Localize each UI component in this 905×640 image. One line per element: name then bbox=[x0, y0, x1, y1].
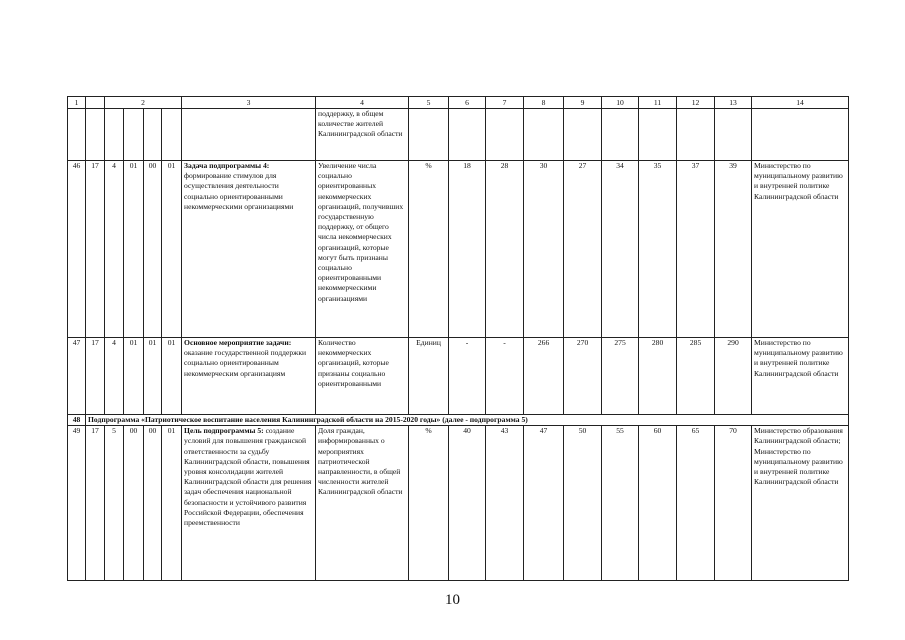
row-number: 46 bbox=[68, 161, 86, 338]
row-number bbox=[68, 109, 86, 161]
indicator-table bbox=[67, 96, 849, 581]
header-cell: 11 bbox=[639, 97, 677, 109]
row-number: 49 bbox=[68, 426, 86, 581]
value-cell: 35 bbox=[639, 161, 677, 338]
value-cell: - bbox=[486, 338, 524, 415]
value-cell bbox=[486, 109, 524, 161]
row-number: 48 bbox=[68, 415, 86, 426]
value-cell: 290 bbox=[715, 338, 752, 415]
table-row bbox=[68, 338, 849, 415]
code-cell: 01 bbox=[162, 426, 182, 581]
unit-cell: % bbox=[409, 161, 449, 338]
value-cell: 70 bbox=[715, 426, 752, 581]
code-cell bbox=[124, 109, 144, 161]
unit-cell bbox=[409, 109, 449, 161]
value-cell bbox=[677, 109, 715, 161]
header-cell: 1 bbox=[68, 97, 86, 109]
header-cell: 2 bbox=[105, 97, 182, 109]
responsible-cell: Министерство по муниципальному развитию и внутренней политике Калининградской области bbox=[752, 338, 849, 415]
value-cell: 28 bbox=[486, 161, 524, 338]
value-cell: 270 bbox=[564, 338, 602, 415]
value-cell: 50 bbox=[564, 426, 602, 581]
code-cell bbox=[162, 109, 182, 161]
section-title: Подпрограмма «Патриотическое воспитание населения Калининградской области на 2015-2020 годы» (далее - подпрограмма 5) bbox=[86, 415, 849, 426]
indicator-cell: поддержку, в общем количестве жителей Калининградской области bbox=[316, 109, 409, 161]
responsible-cell: Министерство по муниципальному развитию и внутренней политике Калининградской области bbox=[752, 161, 849, 338]
value-cell: 34 bbox=[602, 161, 639, 338]
code-cell: 00 bbox=[144, 161, 162, 338]
value-cell bbox=[715, 109, 752, 161]
header-cell: 14 bbox=[752, 97, 849, 109]
header-cell: 9 bbox=[564, 97, 602, 109]
value-cell: - bbox=[449, 338, 486, 415]
page-number: 10 bbox=[445, 592, 460, 608]
value-cell: 18 bbox=[449, 161, 486, 338]
name-description: оказание государственной поддержки социально ориентированным некоммерческим организациям bbox=[184, 348, 307, 378]
header-cell: 10 bbox=[602, 97, 639, 109]
header-cell: 8 bbox=[524, 97, 564, 109]
value-cell: 43 bbox=[486, 426, 524, 581]
table-row bbox=[68, 426, 849, 581]
value-cell: 60 bbox=[639, 426, 677, 581]
code-cell: 01 bbox=[162, 161, 182, 338]
code-cell: 5 bbox=[105, 426, 124, 581]
value-cell: 30 bbox=[524, 161, 564, 338]
header-cell: 7 bbox=[486, 97, 524, 109]
code-cell: 00 bbox=[144, 426, 162, 581]
header-cell: 6 bbox=[449, 97, 486, 109]
name-title: Основное мероприятие задачи: bbox=[184, 338, 292, 347]
value-cell: 266 bbox=[524, 338, 564, 415]
responsible-cell: Министерство образования Калининградской области; Министерство по муниципальному развитию и внутренней политике Калининградской области bbox=[752, 426, 849, 581]
responsible-cell bbox=[752, 109, 849, 161]
code-cell: 01 bbox=[144, 338, 162, 415]
header-cell bbox=[86, 97, 105, 109]
code-cell bbox=[86, 109, 105, 161]
value-cell: 275 bbox=[602, 338, 639, 415]
indicator-cell: Количество некоммерческих организаций, которые признаны социально ориентированными bbox=[316, 338, 409, 415]
value-cell bbox=[564, 109, 602, 161]
value-cell: 40 bbox=[449, 426, 486, 581]
code-cell: 4 bbox=[105, 338, 124, 415]
name-cell bbox=[182, 109, 316, 161]
value-cell bbox=[602, 109, 639, 161]
value-cell: 55 bbox=[602, 426, 639, 581]
header-cell: 5 bbox=[409, 97, 449, 109]
value-cell bbox=[639, 109, 677, 161]
table-row bbox=[68, 161, 849, 338]
indicator-cell: Увеличение числа социально ориентированных некоммерческих организаций, получивших государственную поддержку, от общего числа некоммерческих организаций, которые могут быть признаны социально ориентированными некоммерческими организациями bbox=[316, 161, 409, 338]
value-cell: 37 bbox=[677, 161, 715, 338]
code-cell: 17 bbox=[86, 338, 105, 415]
unit-cell: Единиц bbox=[409, 338, 449, 415]
header-cell: 3 bbox=[182, 97, 316, 109]
value-cell: 27 bbox=[564, 161, 602, 338]
value-cell: 65 bbox=[677, 426, 715, 581]
code-cell bbox=[144, 109, 162, 161]
code-cell: 01 bbox=[124, 161, 144, 338]
name-cell bbox=[182, 426, 316, 581]
name-cell bbox=[182, 161, 316, 338]
name-description: формирование стимулов для осуществления деятельности социально ориентированными некоммерческими организациями bbox=[184, 171, 294, 211]
value-cell bbox=[524, 109, 564, 161]
code-cell: 17 bbox=[86, 426, 105, 581]
value-cell bbox=[449, 109, 486, 161]
column-number-row bbox=[68, 97, 849, 109]
code-cell: 17 bbox=[86, 161, 105, 338]
value-cell: 39 bbox=[715, 161, 752, 338]
name-cell bbox=[182, 338, 316, 415]
value-cell: 280 bbox=[639, 338, 677, 415]
code-cell: 00 bbox=[124, 426, 144, 581]
unit-cell: % bbox=[409, 426, 449, 581]
header-cell: 4 bbox=[316, 97, 409, 109]
code-cell: 01 bbox=[124, 338, 144, 415]
name-title: Цель подпрограммы 5: bbox=[184, 426, 264, 436]
value-cell: 285 bbox=[677, 338, 715, 415]
header-cell: 12 bbox=[677, 97, 715, 109]
row-number: 47 bbox=[68, 338, 86, 415]
table-row bbox=[68, 109, 849, 161]
section-row bbox=[68, 415, 849, 426]
value-cell: 47 bbox=[524, 426, 564, 581]
code-cell: 4 bbox=[105, 161, 124, 338]
name-title: Задача подпрограммы 4: bbox=[184, 161, 270, 170]
header-cell: 13 bbox=[715, 97, 752, 109]
indicator-cell: Доля граждан, информированных о мероприятиях патриотической направленности, в общей численности жителей Калининградской области bbox=[316, 426, 409, 581]
code-cell bbox=[105, 109, 124, 161]
code-cell: 01 bbox=[162, 338, 182, 415]
name-description: создание условий для повышения гражданской ответственности за судьбу Калининградской области, повышения уровня консолидации жителей Калининградской области для решения задач обеспечения национальной безопасности и устойчивого развития Российской Федерации, обеспечения преемственности bbox=[184, 426, 312, 528]
